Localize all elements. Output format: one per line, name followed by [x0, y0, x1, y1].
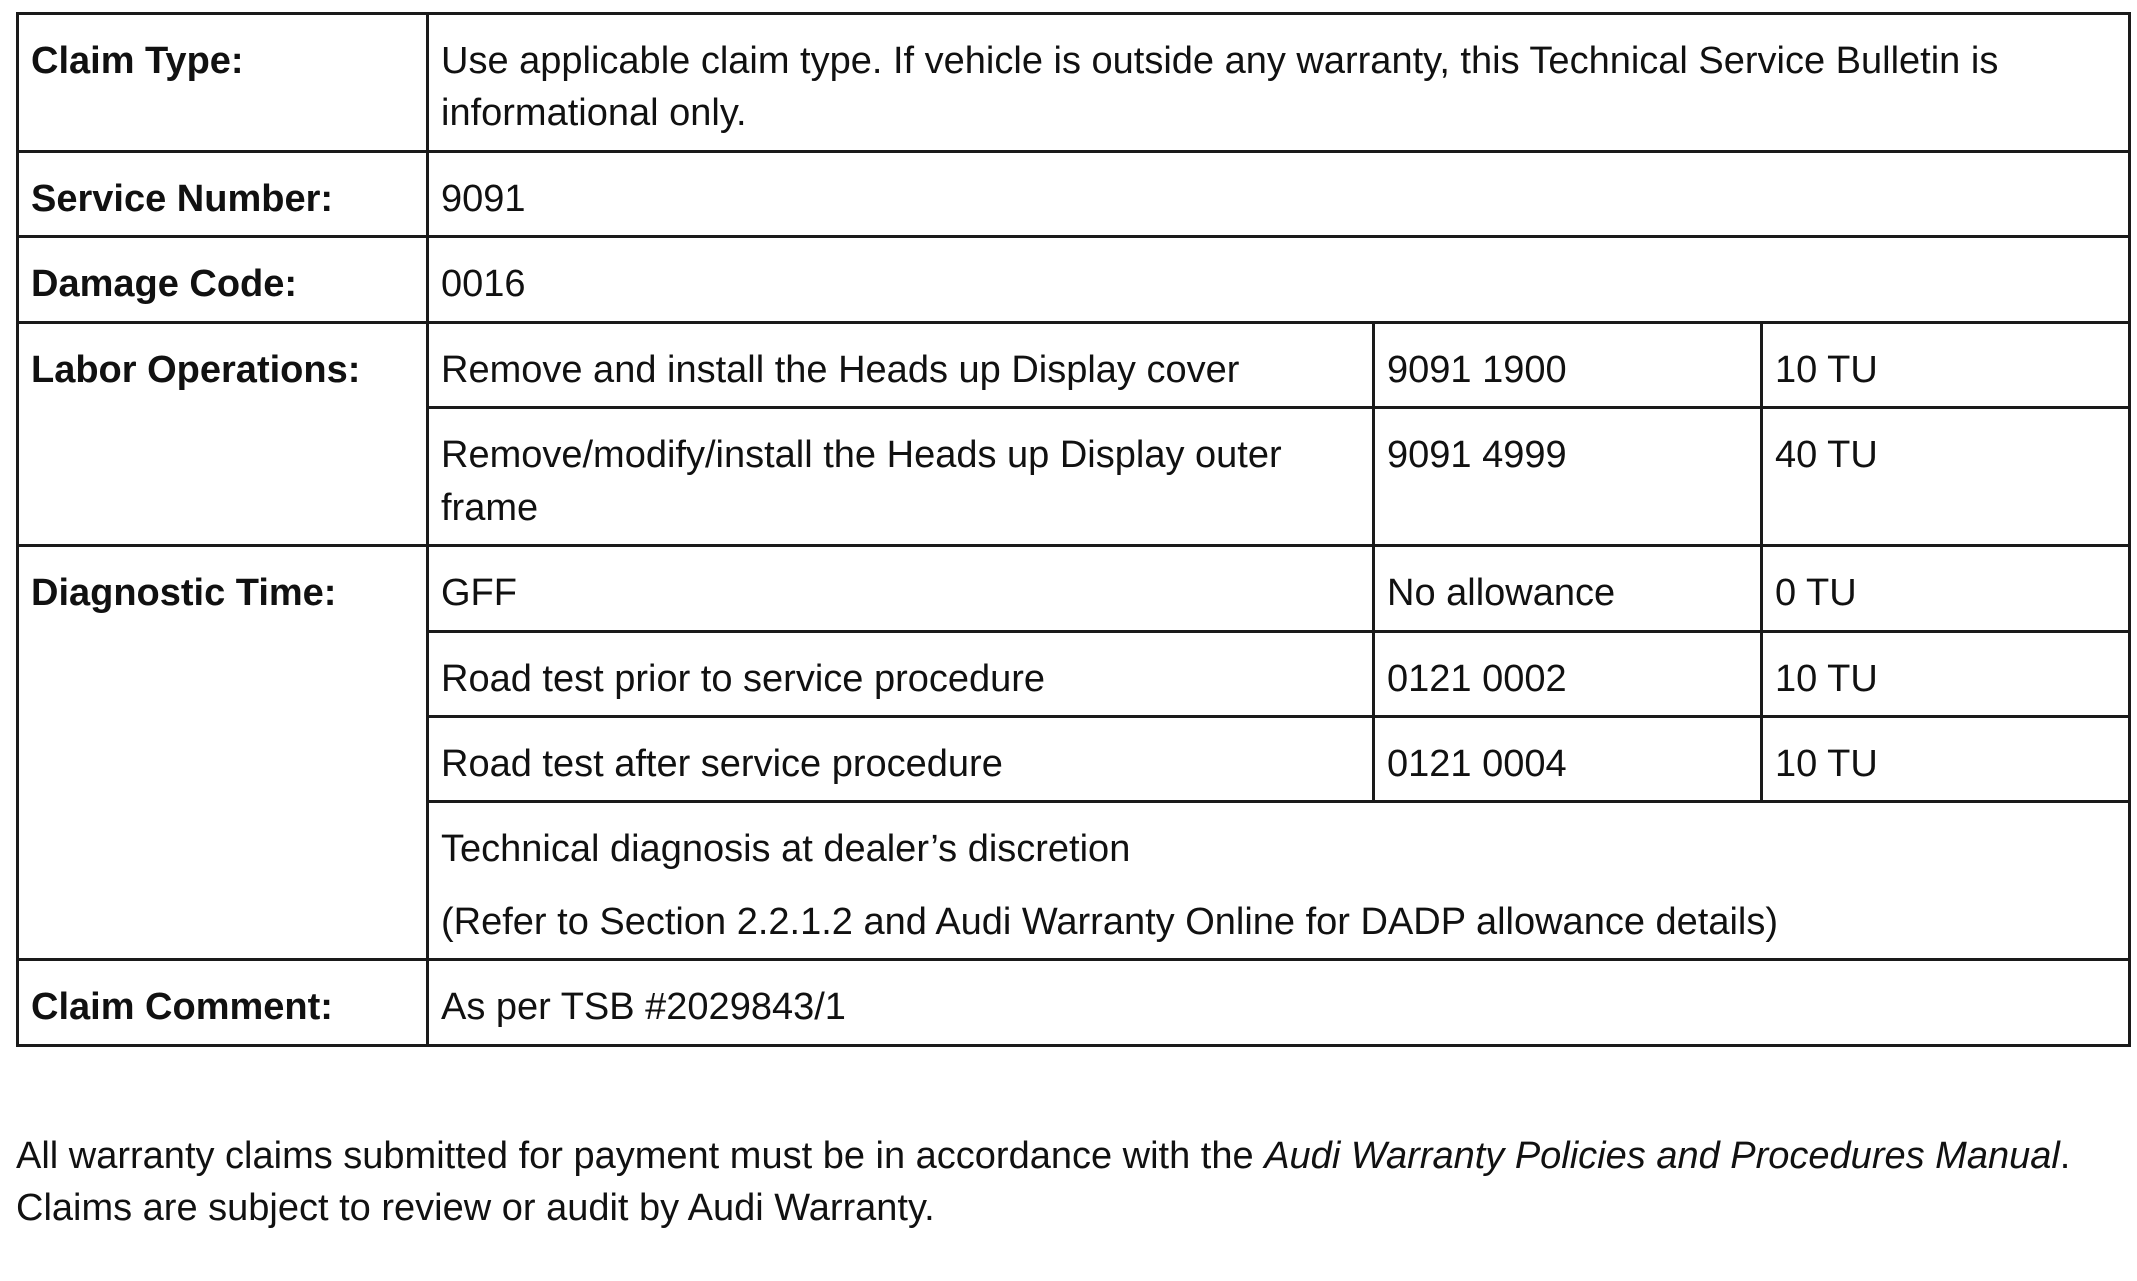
service-number-value: 9091: [428, 151, 2130, 236]
service-number-row: [18, 151, 2130, 236]
warranty-claim-sheet: [16, 12, 2128, 1047]
diagnostic-time-label: Diagnostic Time:: [18, 546, 428, 960]
diagnostic-time: 10 TU: [1762, 716, 2130, 801]
claim-comment-row: [18, 960, 2130, 1045]
labor-operations-label: Labor Operations:: [18, 322, 428, 545]
labor-operation-row: [18, 322, 2130, 407]
policies-manual-title: Audi Warranty Policies and Procedures Manual: [1264, 1135, 2060, 1177]
claim-type-value: Use applicable claim type. If vehicle is outside any warranty, this Technical Service Bulletin is informational only.: [428, 14, 2130, 152]
labor-operation-description: Remove/modify/install the Heads up Display outer frame: [428, 408, 1374, 546]
diagnostic-description: Road test after service procedure: [428, 716, 1374, 801]
diagnostic-note-line: Technical diagnosis at dealer’s discretion: [441, 828, 1131, 871]
claim-type-label: Claim Type:: [18, 14, 428, 152]
diagnostic-time: 10 TU: [1762, 631, 2130, 716]
labor-operation-description: Remove and install the Heads up Display cover: [428, 322, 1374, 407]
damage-code-value: 0016: [428, 237, 2130, 322]
diagnostic-row: [18, 546, 2130, 631]
claim-type-row: [18, 14, 2130, 152]
diagnostic-description: Road test prior to service procedure: [428, 631, 1374, 716]
labor-operation-time: 10 TU: [1762, 322, 2130, 407]
claim-comment-label: Claim Comment:: [18, 960, 428, 1045]
damage-code-row: [18, 237, 2130, 322]
claim-info-table: [16, 12, 2131, 1047]
labor-operation-code: 9091 1900: [1374, 322, 1762, 407]
diagnostic-note: [428, 802, 2130, 960]
diagnostic-code: 0121 0004: [1374, 716, 1762, 801]
labor-operation-code: 9091 4999: [1374, 408, 1762, 546]
footer-text-before: All warranty claims submitted for payment must be in accordance with the: [16, 1135, 1265, 1177]
claim-comment-value: As per TSB #2029843/1: [428, 960, 2130, 1045]
diagnostic-code: 0121 0002: [1374, 631, 1762, 716]
labor-operation-time: 40 TU: [1762, 408, 2130, 546]
diagnostic-time: 0 TU: [1762, 546, 2130, 631]
diagnostic-code: No allowance: [1374, 546, 1762, 631]
damage-code-label: Damage Code:: [18, 237, 428, 322]
diagnostic-description: GFF: [428, 546, 1374, 631]
service-number-label: Service Number:: [18, 151, 428, 236]
diagnostic-note-reference: (Refer to Section 2.2.1.2 and Audi Warranty Online for DADP allowance details): [441, 900, 1779, 943]
footer-text-after: . Claims are subject to review or audit by Audi Warranty.: [16, 1135, 2071, 1230]
warranty-footer-note: [16, 1130, 2128, 1235]
